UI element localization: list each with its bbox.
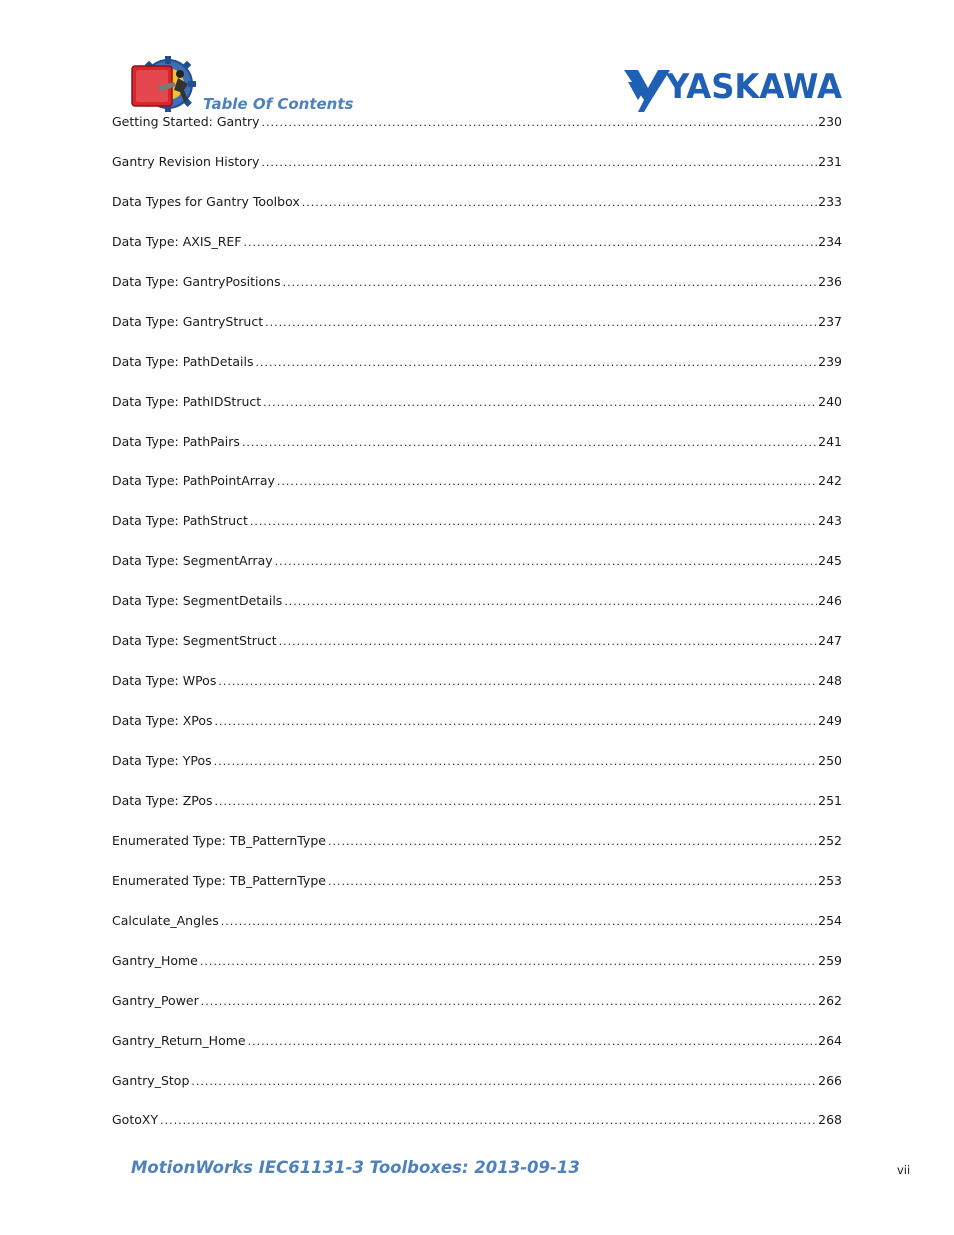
toc-leader-dots <box>201 992 817 1012</box>
toc-entry[interactable] <box>112 1110 842 1150</box>
toc-entry-title: Data Types for Gantry Toolbox <box>112 193 300 209</box>
toc-entry[interactable] <box>112 631 842 671</box>
toc-entry-page: 231 <box>818 153 842 169</box>
toolbox-logo-icon <box>128 56 200 112</box>
toc-entry-page: 247 <box>818 633 842 649</box>
toc-leader-dots <box>200 952 817 972</box>
toc-leader-dots <box>275 552 818 572</box>
toc-entry[interactable] <box>112 711 842 751</box>
toc-entry-page: 233 <box>818 193 842 209</box>
toc-entry-page: 253 <box>818 872 842 888</box>
toc-entry-title: Gantry Revision History <box>112 153 260 169</box>
toc-entry[interactable] <box>112 392 842 432</box>
toc-entry-title: Gantry_Power <box>112 992 199 1008</box>
toc-entry-page: 245 <box>818 553 842 569</box>
footer-title: MotionWorks IEC61131-3 Toolboxes: 2013-09-13 <box>131 1158 580 1177</box>
toc-entry-title: Enumerated Type: TB_PatternType <box>112 832 326 848</box>
toc-leader-dots <box>215 712 818 732</box>
toc-entry-title: Data Type: XPos <box>112 713 213 729</box>
toc-leader-dots <box>283 273 818 293</box>
toc-entry[interactable] <box>112 751 842 791</box>
toc-entry-title: Gantry_Home <box>112 952 198 968</box>
toc-entry[interactable] <box>112 511 842 551</box>
footer-page-number: vii <box>897 1163 911 1177</box>
toc-entry-page: 266 <box>818 1072 842 1088</box>
toc-entry[interactable] <box>112 152 842 192</box>
brand-wordmark: YASKAWA <box>665 67 843 107</box>
toc-entry-title: Data Type: PathDetails <box>112 353 254 369</box>
toc-entry-page: 240 <box>818 393 842 409</box>
toc-entry-title: Gantry_Return_Home <box>112 1032 246 1048</box>
toc-entry[interactable] <box>112 591 842 631</box>
toc-entry-title: Data Type: PathPointArray <box>112 473 275 489</box>
toc-entry-page: 251 <box>818 792 842 808</box>
toc-entry[interactable] <box>112 831 842 871</box>
toc-entry-page: 241 <box>818 433 842 449</box>
toc-entry-title: Data Type: YPos <box>112 753 212 768</box>
toc-leader-dots <box>242 433 817 453</box>
toc-leader-dots <box>279 632 818 652</box>
toc-leader-dots <box>328 832 817 852</box>
toc-entry[interactable] <box>112 312 842 352</box>
table-of-contents <box>112 112 842 1150</box>
toc-leader-dots <box>328 872 817 892</box>
toc-entry-page: 239 <box>818 353 842 369</box>
toc-entry-page: 268 <box>818 1112 842 1128</box>
toc-leader-dots <box>191 1072 817 1092</box>
toc-entry[interactable] <box>112 1071 842 1111</box>
toc-entry[interactable] <box>112 551 842 591</box>
toc-entry-title: Enumerated Type: TB_PatternType <box>112 872 326 888</box>
toc-leader-dots <box>218 672 817 692</box>
toc-entry[interactable] <box>112 911 842 951</box>
toc-entry-title: Data Type: SegmentArray <box>112 553 273 569</box>
toc-entry-title: Data Type: PathIDStruct <box>112 393 262 409</box>
toc-entry-page: 259 <box>818 952 842 968</box>
toc-leader-dots <box>215 792 818 812</box>
toc-entry[interactable] <box>112 951 842 991</box>
toc-entry-page: 246 <box>818 593 842 609</box>
toc-entry[interactable] <box>112 671 842 711</box>
toc-leader-dots <box>284 592 817 612</box>
toc-leader-dots <box>302 193 817 213</box>
toc-entry[interactable] <box>112 192 842 232</box>
toc-entry[interactable] <box>112 991 842 1031</box>
toc-leader-dots <box>262 113 818 133</box>
toc-leader-dots <box>214 752 818 772</box>
toc-entry-page: 234 <box>818 233 842 249</box>
toc-entry-page: 252 <box>818 832 842 848</box>
toc-entry[interactable] <box>112 232 842 272</box>
toc-leader-dots <box>256 353 818 373</box>
toc-leader-dots <box>261 153 817 173</box>
toc-entry[interactable] <box>112 112 842 152</box>
toc-entry[interactable] <box>112 352 842 392</box>
toc-entry-title: Data Type: PathPairs <box>112 433 240 449</box>
toc-entry[interactable] <box>112 871 842 911</box>
toc-entry-page: 237 <box>818 313 842 329</box>
toc-entry-title: Data Type: SegmentStruct <box>112 633 277 649</box>
toc-entry-title: Data Type: WPos <box>112 673 217 689</box>
toc-entry-page: 249 <box>818 713 842 729</box>
toc-leader-dots <box>250 512 817 532</box>
toc-entry-title: Data Type: GantryStruct <box>112 313 264 329</box>
toc-entry-title: Data Type: ZPos <box>112 792 213 808</box>
toc-entry-title: Data Type: PathStruct <box>112 513 248 529</box>
toc-entry-page: 242 <box>818 473 842 489</box>
toc-entry-title: Data Type: GantryPositions <box>112 273 281 289</box>
toc-entry-title: GotoXY <box>112 1112 159 1128</box>
toc-entry[interactable] <box>112 1031 842 1071</box>
toc-entry-page: 254 <box>818 912 842 928</box>
toc-leader-dots <box>263 393 817 413</box>
toc-entry[interactable] <box>112 791 842 831</box>
toc-leader-dots <box>277 472 817 492</box>
toc-entry[interactable] <box>112 471 842 511</box>
toc-leader-dots <box>243 233 817 253</box>
yaskawa-logo <box>622 66 844 112</box>
toc-entry-page: 262 <box>818 992 842 1008</box>
toc-entry-page: 264 <box>818 1032 842 1048</box>
toc-entry-title: Calculate_Angles <box>112 912 219 928</box>
toc-leader-dots <box>221 912 817 932</box>
toc-entry[interactable] <box>112 432 842 472</box>
toc-entry-page: 243 <box>818 513 842 529</box>
toc-entry-page: 230 <box>818 114 842 129</box>
toc-leader-dots <box>160 1111 817 1131</box>
toc-entry-page: 250 <box>818 753 842 768</box>
toc-leader-dots <box>265 313 817 333</box>
toc-entry-title: Getting Started: Gantry <box>112 114 260 129</box>
toc-entry-title: Data Type: SegmentDetails <box>112 593 283 609</box>
toc-entry[interactable] <box>112 272 842 312</box>
page-header-title: Table Of Contents <box>203 95 354 113</box>
toc-entry-page: 236 <box>818 273 842 289</box>
toc-leader-dots <box>248 1032 818 1052</box>
toc-entry-title: Data Type: AXIS_REF <box>112 233 242 249</box>
toc-entry-title: Gantry_Stop <box>112 1072 190 1088</box>
toc-entry-page: 248 <box>818 673 842 689</box>
